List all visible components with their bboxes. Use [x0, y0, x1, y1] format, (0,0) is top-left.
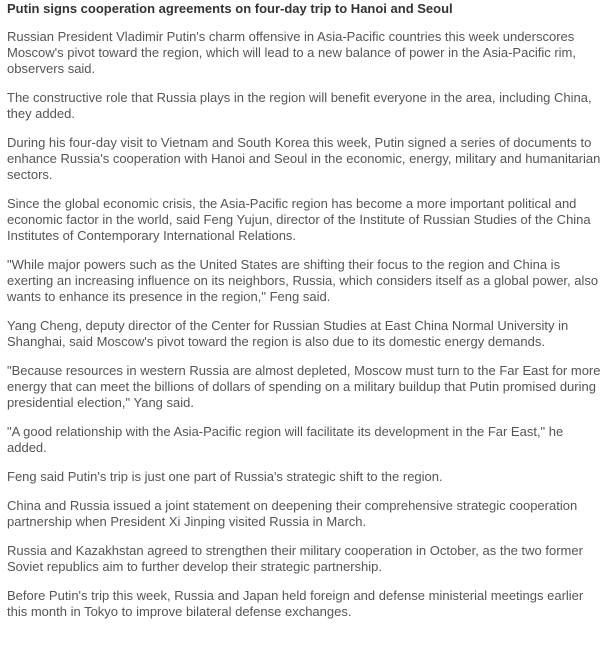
article-paragraph: Yang Cheng, deputy director of the Center for Russian Studies at East China Normal University in Shanghai, said Moscow's pivot toward the region is also due to its domestic energy demands. — [7, 318, 569, 349]
article-paragraph: Russian President Vladimir Putin's charm offensive in Asia-Pacific countries this week underscores Moscow's pivot toward the region, which will lead to a new balance of power in the Asia-Pacific rim, observers said. — [7, 29, 576, 76]
article-paragraph: "Because resources in western Russia are almost depleted, Moscow must turn to the Far East for more energy that can meet the billions of dollars of spending on a military buildup that Putin promised during presidential election," Yang said. — [7, 363, 601, 410]
article-paragraph: Before Putin's trip this week, Russia and Japan held foreign and defense ministerial meetings earlier this month in Tokyo to improve bilateral defense exchanges. — [7, 588, 584, 619]
article-headline: Putin signs cooperation agreements on four-day trip to Hanoi and Seoul — [7, 1, 453, 16]
article-paragraph: During his four-day visit to Vietnam and South Korea this week, Putin signed a series of documents to enhance Russia's cooperation with Hanoi and Seoul in the economic, energy, military and humanitarian sectors. — [7, 135, 601, 182]
article-paragraph: The constructive role that Russia plays in the region will benefit everyone in the area, including China, they added. — [7, 90, 592, 121]
article-paragraph: China and Russia issued a joint statement on deepening their comprehensive strategic cooperation partnership when President Xi Jinping visited Russia in March. — [7, 498, 578, 529]
article-paragraph: "While major powers such as the United States are shifting their focus to the region and China is exerting an increasing influence on its neighbors, Russia, which considers itself as a global power, also wants to enhance its presence in the region," Feng said. — [7, 257, 599, 304]
article-paragraph: Feng said Putin's trip is just one part of Russia's strategic shift to the region. — [7, 469, 443, 484]
article-paragraph: Since the global economic crisis, the Asia-Pacific region has become a more important political and economic factor in the world, said Feng Yujun, director of the Institute of Russian Studies of the China Institutes of Contemporary International Relations. — [7, 196, 591, 243]
article-paragraph: Russia and Kazakhstan agreed to strengthen their military cooperation in October, as the two former Soviet republics aim to further develop their strategic partnership. — [7, 543, 583, 574]
article-paragraph: "A good relationship with the Asia-Pacific region will facilitate its development in the Far East," he added. — [7, 424, 564, 455]
